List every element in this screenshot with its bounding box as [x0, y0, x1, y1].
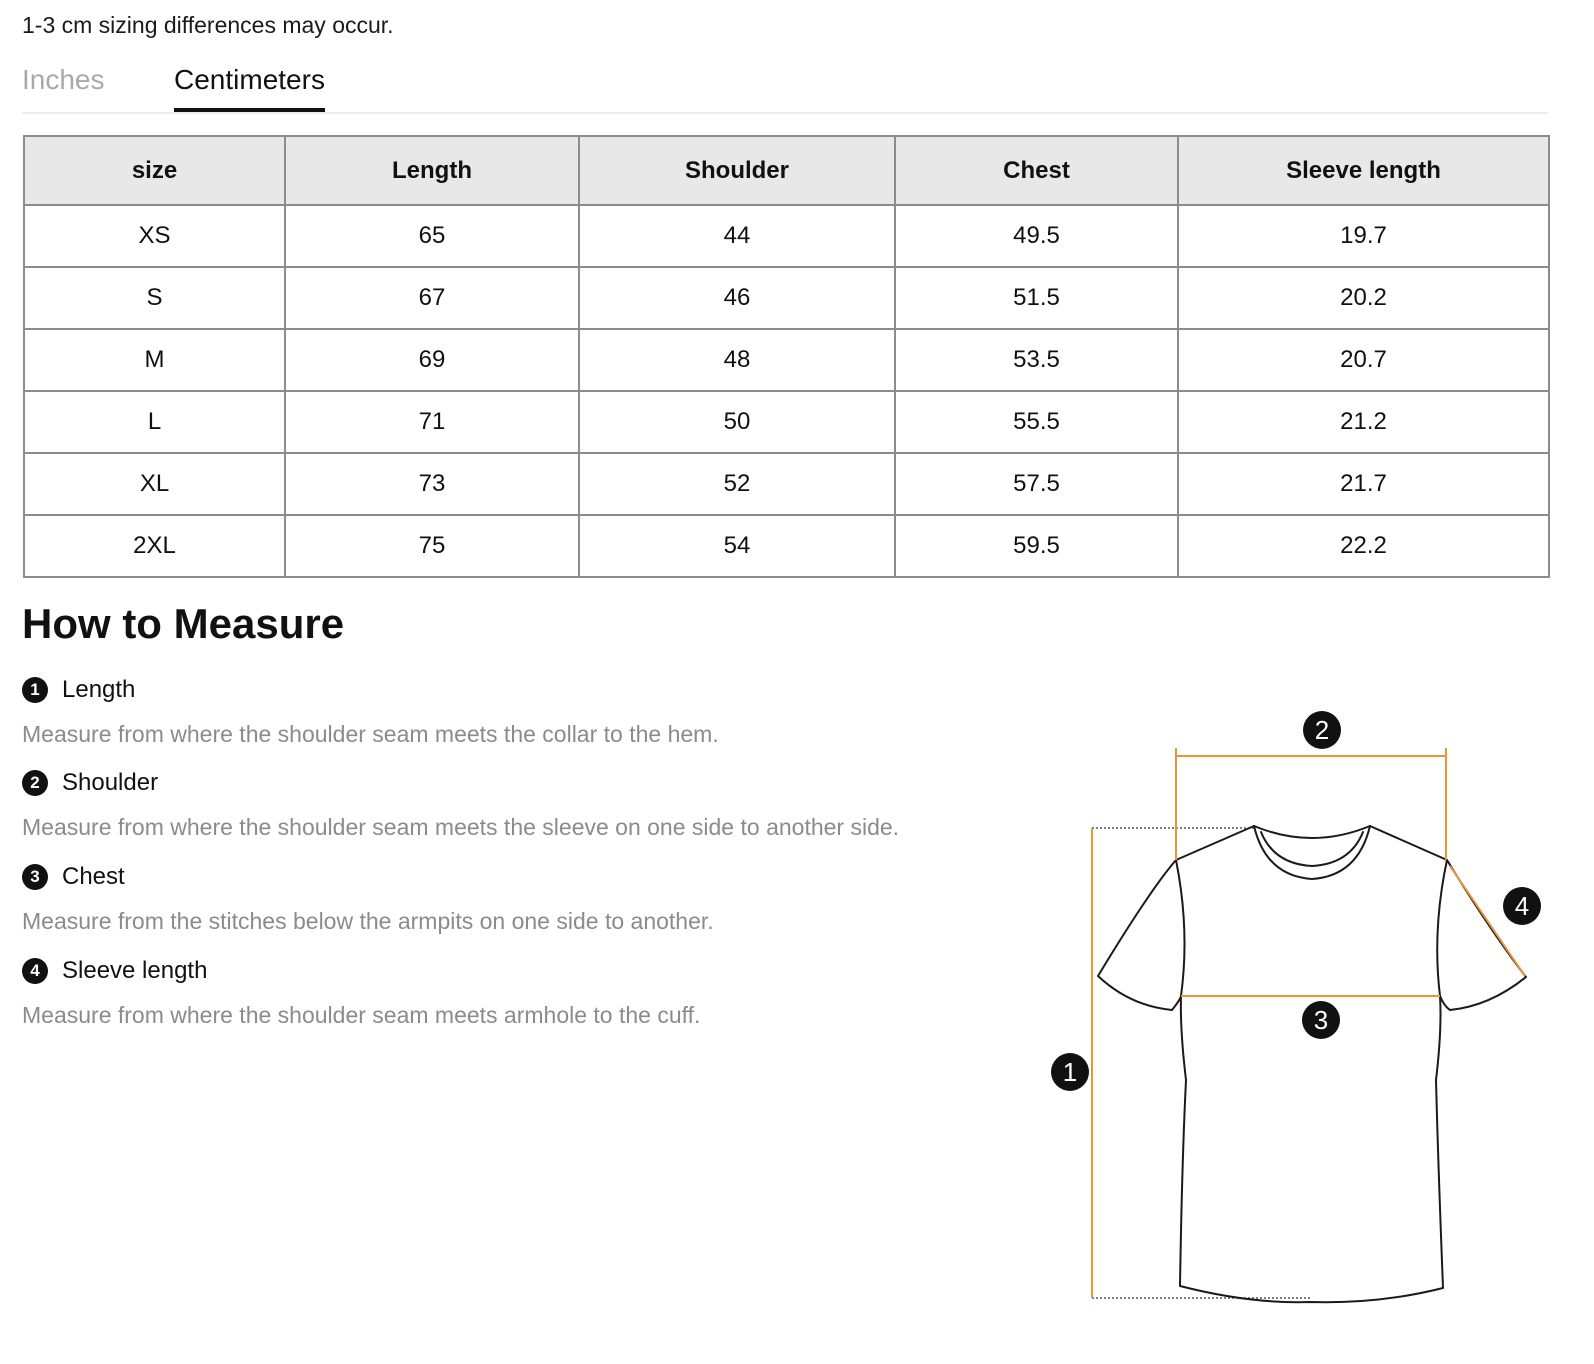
table-row: [24, 329, 1549, 391]
cell-shoulder: 52: [579, 453, 895, 515]
cell-length: 65: [285, 205, 579, 267]
marker-4: [1503, 887, 1541, 925]
cell-length: 75: [285, 515, 579, 577]
cell-shoulder: 54: [579, 515, 895, 577]
cell-sleeve-length: 21.2: [1178, 391, 1549, 453]
cell-chest: 55.5: [895, 391, 1178, 453]
cell-sleeve-length: 21.7: [1178, 453, 1549, 515]
number-2-icon: 2: [22, 770, 48, 796]
how-to-measure-title: How to Measure: [22, 600, 345, 647]
table-row: [24, 391, 1549, 453]
marker-4-label: 4: [1514, 891, 1530, 921]
number-1-icon: 1: [22, 677, 48, 703]
cell-length: 73: [285, 453, 579, 515]
header-length: Length: [285, 136, 579, 205]
cell-chest: 59.5: [895, 515, 1178, 577]
sizing-note: 1-3 cm sizing differences may occur.: [22, 12, 394, 38]
cell-shoulder: 50: [579, 391, 895, 453]
cell-length: 67: [285, 267, 579, 329]
header-size: size: [24, 136, 285, 205]
header-chest: Chest: [895, 136, 1178, 205]
marker-1-label: 1: [1062, 1057, 1078, 1087]
cell-chest: 57.5: [895, 453, 1178, 515]
tshirt-measurement-diagram: [1040, 700, 1550, 1320]
header-sleeve-length: Sleeve length: [1178, 136, 1549, 205]
measure-label: Length: [62, 676, 136, 703]
collar-outer: [1254, 826, 1370, 838]
measure-item-length: [22, 675, 719, 748]
tshirt-body: [1098, 826, 1526, 1302]
table-row: [24, 205, 1549, 267]
measure-label: Chest: [62, 863, 125, 890]
measure-label: Shoulder: [62, 769, 159, 796]
measure-item-chest: [22, 862, 714, 935]
cell-length: 71: [285, 391, 579, 453]
table-header-row: [24, 136, 1549, 205]
cell-size: XL: [24, 453, 285, 515]
cell-size: XS: [24, 205, 285, 267]
marker-1: [1051, 1053, 1089, 1091]
cell-shoulder: 44: [579, 205, 895, 267]
size-chart-table: [23, 135, 1550, 578]
measure-label: Sleeve length: [62, 957, 208, 984]
marker-2: [1303, 711, 1341, 749]
tab-inches[interactable]: Inches: [22, 64, 105, 95]
tab-centimeters[interactable]: Centimeters: [174, 64, 325, 95]
measure-description: Measure from where the shoulder seam meets armhole to the cuff.: [22, 1002, 701, 1028]
cell-chest: 49.5: [895, 205, 1178, 267]
cell-size: 2XL: [24, 515, 285, 577]
cell-chest: 51.5: [895, 267, 1178, 329]
marker-3: [1302, 1001, 1340, 1039]
table-row: [24, 267, 1549, 329]
table-row: [24, 453, 1549, 515]
measure-item-sleeve-length: [22, 956, 700, 1029]
cell-size: M: [24, 329, 285, 391]
header-shoulder: Shoulder: [579, 136, 895, 205]
tshirt-outline: [1098, 826, 1526, 1302]
cell-length: 69: [285, 329, 579, 391]
cell-shoulder: 48: [579, 329, 895, 391]
marker-2-label: 2: [1314, 715, 1330, 745]
number-4-icon: 4: [22, 958, 48, 984]
cell-size: L: [24, 391, 285, 453]
measure-description: Measure from where the shoulder seam meets the collar to the hem.: [22, 721, 719, 747]
left-armhole-seam: [1176, 860, 1185, 996]
unit-tabs: [22, 60, 1548, 114]
cell-size: S: [24, 267, 285, 329]
measure-description: Measure from the stitches below the armpits on one side to another.: [22, 908, 714, 934]
table-row: [24, 515, 1549, 577]
cell-sleeve-length: 22.2: [1178, 515, 1549, 577]
cell-chest: 53.5: [895, 329, 1178, 391]
number-3-icon: 3: [22, 864, 48, 890]
cell-sleeve-length: 20.2: [1178, 267, 1549, 329]
collar-inner: [1254, 826, 1370, 879]
measure-item-shoulder: [22, 768, 899, 841]
marker-3-label: 3: [1313, 1005, 1329, 1035]
cell-sleeve-length: 19.7: [1178, 205, 1549, 267]
measure-description: Measure from where the shoulder seam meets the sleeve on one side to another side.: [22, 814, 900, 840]
cell-shoulder: 46: [579, 267, 895, 329]
right-armhole-seam: [1437, 860, 1447, 996]
cell-sleeve-length: 20.7: [1178, 329, 1549, 391]
